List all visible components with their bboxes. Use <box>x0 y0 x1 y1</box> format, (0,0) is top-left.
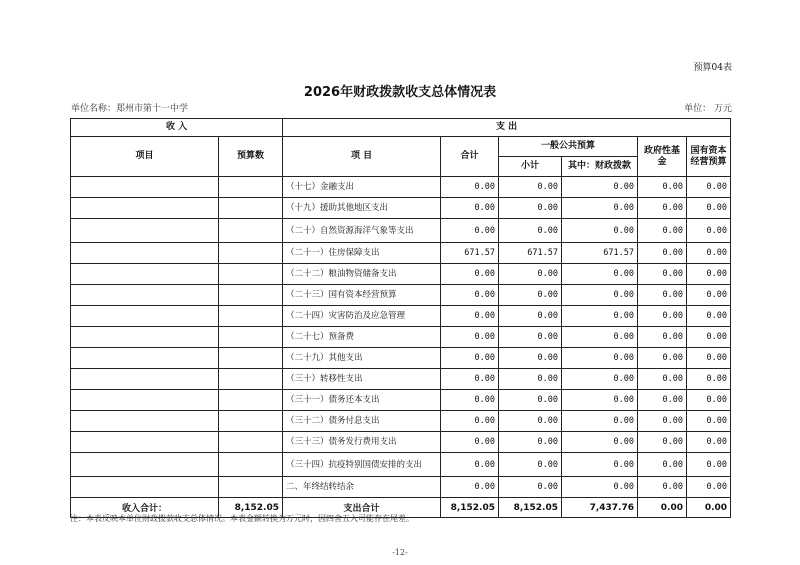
sum-total-cell: 8,152.05 <box>441 498 499 518</box>
income-budget-cell <box>219 453 283 477</box>
sum-gov-fund-cell: 0.00 <box>638 498 687 518</box>
state-capital-cell: 0.00 <box>687 177 731 198</box>
expense-group-header: 支 出 <box>283 119 731 137</box>
subtotal-cell: 0.00 <box>499 177 562 198</box>
gov-fund-cell: 0.00 <box>638 219 687 243</box>
expense-item-cell: （三十一）债务还本支出 <box>283 390 441 411</box>
income-budget-cell <box>219 327 283 348</box>
gov-fund-cell: 0.00 <box>638 411 687 432</box>
expense-item-cell: （二十九）其他支出 <box>283 348 441 369</box>
expense-item-cell: （二十）自然资源海洋气象等支出 <box>283 219 441 243</box>
expense-item-cell: （二十二）粮油物资储备支出 <box>283 264 441 285</box>
income-item-cell <box>71 348 219 369</box>
fiscal-cell: 0.00 <box>562 327 638 348</box>
gov-fund-cell: 0.00 <box>638 327 687 348</box>
income-group-header: 收 入 <box>71 119 283 137</box>
sum-state-capital-cell: 0.00 <box>687 498 731 518</box>
income-budget-header: 预算数 <box>219 137 283 177</box>
subtotal-header: 小计 <box>499 157 562 177</box>
income-budget-cell <box>219 369 283 390</box>
income-item-cell <box>71 390 219 411</box>
expense-sum-label: 支出合计 <box>283 498 441 518</box>
income-item-cell <box>71 369 219 390</box>
table-row <box>71 285 731 306</box>
fiscal-cell: 0.00 <box>562 411 638 432</box>
income-sum-value: 8,152.05 <box>219 498 283 518</box>
total-cell: 0.00 <box>441 219 499 243</box>
fiscal-cell: 0.00 <box>562 348 638 369</box>
state-capital-cell: 0.00 <box>687 432 731 453</box>
budget-table <box>70 118 731 518</box>
total-cell: 0.00 <box>441 411 499 432</box>
income-item-cell <box>71 327 219 348</box>
subtotal-cell: 0.00 <box>499 453 562 477</box>
table-row <box>71 411 731 432</box>
income-item-cell <box>71 411 219 432</box>
gov-fund-cell: 0.00 <box>638 243 687 264</box>
sum-fiscal-cell: 7,437.76 <box>562 498 638 518</box>
gov-fund-cell: 0.00 <box>638 177 687 198</box>
table-row <box>71 306 731 327</box>
expense-item-cell: （三十二）债务付息支出 <box>283 411 441 432</box>
expense-item-cell: （二十一）住房保障支出 <box>283 243 441 264</box>
expense-item-cell: （三十）转移性支出 <box>283 369 441 390</box>
subtotal-cell: 0.00 <box>499 285 562 306</box>
gov-fund-cell: 0.00 <box>638 285 687 306</box>
state-capital-cell: 0.00 <box>687 477 731 498</box>
total-cell: 671.57 <box>441 243 499 264</box>
income-item-cell <box>71 453 219 477</box>
state-capital-cell: 0.00 <box>687 327 731 348</box>
page-title: 2026年财政拨款收支总体情况表 <box>303 85 497 100</box>
fiscal-cell: 0.00 <box>562 219 638 243</box>
currency-unit: 单位： 万元 <box>684 104 732 114</box>
gov-fund-cell: 0.00 <box>638 306 687 327</box>
page-number: -12- <box>392 548 408 557</box>
total-cell: 0.00 <box>441 432 499 453</box>
fiscal-cell: 0.00 <box>562 198 638 219</box>
footnote: 注：本表反映本单位财政拨款收支总体情况。本表金额转换为万元时，因四舍五入可能存在尾差。 <box>70 514 414 523</box>
state-capital-cell: 0.00 <box>687 264 731 285</box>
table-row <box>71 219 731 243</box>
income-item-cell <box>71 285 219 306</box>
table-row <box>71 453 731 477</box>
table-row <box>71 432 731 453</box>
table-row <box>71 243 731 264</box>
total-cell: 0.00 <box>441 390 499 411</box>
gov-fund-cell: 0.00 <box>638 390 687 411</box>
total-cell: 0.00 <box>441 306 499 327</box>
subtotal-cell: 0.00 <box>499 477 562 498</box>
expense-item-header: 项 目 <box>283 137 441 177</box>
income-item-header: 项目 <box>71 137 219 177</box>
income-budget-cell <box>219 198 283 219</box>
table-row <box>71 264 731 285</box>
expense-item-cell: 二、年终结转结余 <box>283 477 441 498</box>
income-budget-cell <box>219 432 283 453</box>
table-row <box>71 177 731 198</box>
state-capital-cell: 0.00 <box>687 198 731 219</box>
state-capital-cell: 0.00 <box>687 306 731 327</box>
fiscal-cell: 0.00 <box>562 264 638 285</box>
income-budget-cell <box>219 390 283 411</box>
income-item-cell <box>71 432 219 453</box>
unit-name: 单位名称：郑州市第十一中学 <box>71 104 189 114</box>
subtotal-cell: 0.00 <box>499 369 562 390</box>
total-cell: 0.00 <box>441 177 499 198</box>
fiscal-cell: 0.00 <box>562 306 638 327</box>
gov-fund-cell: 0.00 <box>638 348 687 369</box>
expense-item-cell: （三十四）抗疫特别国债安排的支出 <box>283 453 441 477</box>
fiscal-cell: 0.00 <box>562 390 638 411</box>
subtotal-cell: 0.00 <box>499 219 562 243</box>
income-item-cell <box>71 198 219 219</box>
state-capital-cell: 0.00 <box>687 390 731 411</box>
expense-item-cell: （二十四）灾害防治及应急管理 <box>283 306 441 327</box>
total-cell: 0.00 <box>441 348 499 369</box>
gov-fund-cell: 0.00 <box>638 198 687 219</box>
income-budget-cell <box>219 177 283 198</box>
fiscal-cell: 0.00 <box>562 369 638 390</box>
total-cell: 0.00 <box>441 198 499 219</box>
expense-item-cell: （十九）援助其他地区支出 <box>283 198 441 219</box>
fiscal-header: 其中：财政拨款 <box>562 157 638 177</box>
fiscal-cell: 0.00 <box>562 453 638 477</box>
subtotal-cell: 0.00 <box>499 198 562 219</box>
income-budget-cell <box>219 348 283 369</box>
table-row <box>71 477 731 498</box>
income-budget-cell <box>219 477 283 498</box>
fiscal-cell: 0.00 <box>562 285 638 306</box>
state-capital-header: 国有资本经营预算 <box>687 137 731 177</box>
subtotal-cell: 0.00 <box>499 348 562 369</box>
income-item-cell <box>71 264 219 285</box>
income-budget-cell <box>219 411 283 432</box>
income-item-cell <box>71 306 219 327</box>
total-header: 合计 <box>441 137 499 177</box>
income-item-cell <box>71 477 219 498</box>
state-capital-cell: 0.00 <box>687 348 731 369</box>
income-budget-cell <box>219 306 283 327</box>
fiscal-cell: 671.57 <box>562 243 638 264</box>
expense-item-cell: （二十七）预备费 <box>283 327 441 348</box>
general-budget-header: 一般公共预算 <box>499 137 638 157</box>
table-row <box>71 327 731 348</box>
expense-item-cell: （三十三）债务发行费用支出 <box>283 432 441 453</box>
gov-fund-cell: 0.00 <box>638 264 687 285</box>
income-budget-cell <box>219 219 283 243</box>
fiscal-cell: 0.00 <box>562 477 638 498</box>
total-cell: 0.00 <box>441 285 499 306</box>
subtotal-cell: 0.00 <box>499 390 562 411</box>
table-code: 预算04表 <box>693 63 732 73</box>
subtotal-cell: 0.00 <box>499 306 562 327</box>
state-capital-cell: 0.00 <box>687 285 731 306</box>
income-budget-cell <box>219 285 283 306</box>
subtotal-cell: 0.00 <box>499 432 562 453</box>
total-cell: 0.00 <box>441 264 499 285</box>
fiscal-cell: 0.00 <box>562 177 638 198</box>
subtotal-cell: 0.00 <box>499 411 562 432</box>
state-capital-cell: 0.00 <box>687 411 731 432</box>
gov-fund-header: 政府性基金 <box>638 137 687 177</box>
income-item-cell <box>71 219 219 243</box>
expense-item-cell: （二十三）国有资本经营预算 <box>283 285 441 306</box>
sum-subtotal-cell: 8,152.05 <box>499 498 562 518</box>
gov-fund-cell: 0.00 <box>638 453 687 477</box>
total-cell: 0.00 <box>441 453 499 477</box>
subtotal-cell: 0.00 <box>499 264 562 285</box>
total-cell: 0.00 <box>441 327 499 348</box>
income-item-cell <box>71 177 219 198</box>
state-capital-cell: 0.00 <box>687 219 731 243</box>
gov-fund-cell: 0.00 <box>638 477 687 498</box>
expense-item-cell: （十七）金融支出 <box>283 177 441 198</box>
state-capital-cell: 0.00 <box>687 453 731 477</box>
income-item-cell <box>71 243 219 264</box>
table-row <box>71 369 731 390</box>
table-row <box>71 390 731 411</box>
fiscal-cell: 0.00 <box>562 432 638 453</box>
total-cell: 0.00 <box>441 369 499 390</box>
income-budget-cell <box>219 243 283 264</box>
table-row <box>71 198 731 219</box>
state-capital-cell: 0.00 <box>687 369 731 390</box>
gov-fund-cell: 0.00 <box>638 432 687 453</box>
state-capital-cell: 0.00 <box>687 243 731 264</box>
gov-fund-cell: 0.00 <box>638 369 687 390</box>
subtotal-cell: 0.00 <box>499 327 562 348</box>
subtotal-cell: 671.57 <box>499 243 562 264</box>
income-sum-label: 收入合计： <box>71 498 219 518</box>
table-row <box>71 348 731 369</box>
total-cell: 0.00 <box>441 477 499 498</box>
income-budget-cell <box>219 264 283 285</box>
